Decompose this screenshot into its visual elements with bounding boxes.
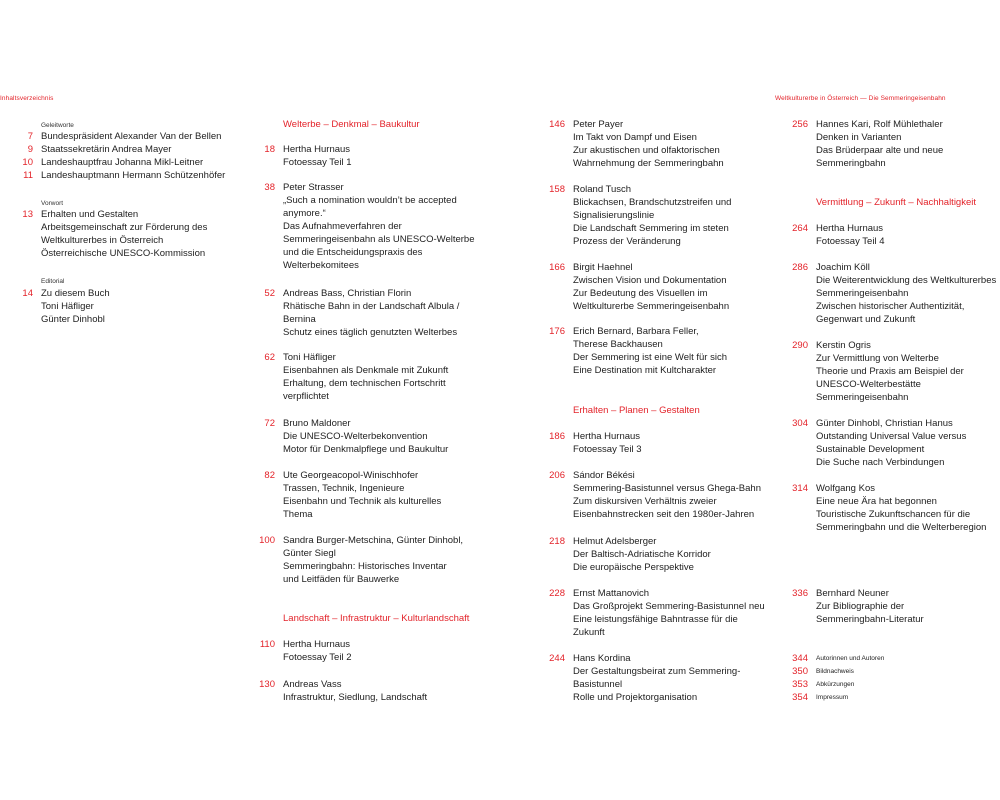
- appendix-label: Impressum: [816, 694, 849, 701]
- entry-title-line: Zukunft: [573, 627, 605, 638]
- entry-title-line: Österreichische UNESCO-Kommission: [41, 248, 206, 259]
- entry-title-line: „Such a nomination wouldn’t be accepted: [283, 195, 457, 206]
- entry-author: Roland Tusch: [573, 184, 632, 195]
- entry-author: Birgit Haehnel: [573, 262, 633, 273]
- entry-author: Peter Strasser: [283, 182, 344, 193]
- appendix-entry: [792, 678, 1000, 691]
- entry-title-line: Die europäische Perspektive: [573, 562, 694, 573]
- entry-author: Hannes Kari, Rolf Mühlethaler: [816, 119, 943, 130]
- entry-title-line: Semmeringbahn: [816, 158, 886, 169]
- page-number: 130: [259, 679, 275, 690]
- entry-title-line: verpflichtet: [283, 391, 329, 402]
- entry-title-line: Die Suche nach Verbindungen: [816, 457, 945, 468]
- entry-title-line: Eisenbahnen als Denkmale mit Zukunft: [283, 365, 449, 376]
- page-number: 344: [792, 653, 808, 664]
- entry-title-line: und Leitfäden für Bauwerke: [283, 574, 400, 585]
- entry-title-line: Fotoessay Teil 3: [573, 444, 642, 455]
- section-heading: Erhalten – Planen – Gestalten: [573, 405, 700, 416]
- entry-author: Ute Georgeacopol-Winischhofer: [283, 470, 419, 481]
- page-number: 82: [264, 470, 275, 481]
- entry-title-line: Semmeringeisenbahn: [816, 288, 909, 299]
- page-number: 244: [549, 653, 565, 664]
- appendix-label: Autorinnen und Autoren: [816, 655, 885, 662]
- page-number: 110: [259, 639, 275, 650]
- entry-title-line: Das Aufnahmeverfahren der: [283, 221, 402, 232]
- entry-title-line: Arbeitsgemeinschaft zur Förderung des: [41, 222, 208, 233]
- entry-author: Zu diesem Buch: [41, 288, 110, 299]
- toc-entry: [264, 143, 513, 169]
- toc-entry: [22, 287, 271, 326]
- entry-title-line: Rhätische Bahn in der Landschaft Albula /: [283, 301, 460, 312]
- section-heading: Vermittlung – Zukunft – Nachhaltigkeit: [816, 197, 977, 208]
- page-number: 336: [792, 588, 808, 599]
- entry-title-line: Semmeringbahn-Literatur: [816, 614, 924, 625]
- entry-title-line: Welterbekomitees: [283, 260, 359, 271]
- entry-title-line: Signalisierungslinie: [573, 210, 655, 221]
- entry-title-line: Infrastruktur, Siedlung, Landschaft: [283, 692, 428, 703]
- toc-entry: [549, 652, 803, 704]
- toc-entry: [792, 261, 1000, 326]
- page-number: 353: [792, 679, 808, 690]
- entry-author: Sándor Békési: [573, 470, 635, 481]
- entry-title-line: Die UNESCO-Welterbekonvention: [283, 431, 428, 442]
- toc-entry: [264, 287, 513, 339]
- entry-author: Staatssekretärin Andrea Mayer: [41, 144, 172, 155]
- entry-title-line: Toni Häfliger: [41, 301, 94, 312]
- toc-entry: [264, 351, 513, 403]
- toc-entry: [792, 417, 1000, 469]
- entry-author: Erhalten und Gestalten: [41, 209, 139, 220]
- entry-title-line: Zwischen Vision und Dokumentation: [573, 275, 727, 286]
- page-number: 146: [549, 119, 565, 130]
- page-number: 304: [792, 418, 808, 429]
- entry-title-line: Eisenbahn und Technik als kulturelles: [283, 496, 442, 507]
- toc-entry: [792, 587, 1000, 626]
- page-number: 264: [792, 223, 808, 234]
- page-number: 158: [549, 184, 565, 195]
- entry-title-line: Outstanding Universal Value versus: [816, 431, 967, 442]
- entry-title-line: Prozess der Veränderung: [573, 236, 681, 247]
- appendix-label: Abkürzungen: [816, 681, 855, 688]
- entry-title-line: Rolle und Projektorganisation: [573, 692, 698, 703]
- entry-title-line: Semmeringbahn und die Welterberegion: [816, 522, 987, 533]
- entry-author: Bernhard Neuner: [816, 588, 889, 599]
- entry-title-line: Im Takt von Dampf und Eisen: [573, 132, 697, 143]
- page-number: 72: [264, 418, 275, 429]
- entry-title-line: Das Brüderpaar alte und neue: [816, 145, 944, 156]
- page-number: 166: [549, 262, 565, 273]
- entry-author: Toni Häfliger: [283, 352, 336, 363]
- entry-title-line: Zum diskursiven Verhältnis zweier: [573, 496, 717, 507]
- entry-title-line: Bernina: [283, 314, 316, 325]
- entry-title-line: Zur Bibliographie der: [816, 601, 905, 612]
- page-number: 10: [22, 157, 33, 168]
- entry-title-line: Trassen, Technik, Ingenieure: [283, 483, 405, 494]
- entry-title-line: Therese Backhausen: [573, 339, 663, 350]
- entry-author: Hertha Hurnaus: [283, 639, 351, 650]
- group-label: Vorwort: [41, 200, 64, 207]
- entry-title-line: Fotoessay Teil 1: [283, 157, 352, 168]
- page-number: 286: [792, 262, 808, 273]
- page-number: 256: [792, 119, 808, 130]
- entry-title-line: Günter Siegl: [283, 548, 336, 559]
- toc-entry: [792, 339, 1000, 404]
- entry-title-line: Eine Destination mit Kultcharakter: [573, 365, 717, 376]
- toc-entry: [549, 430, 803, 456]
- page-number: 314: [792, 483, 808, 494]
- toc-entry: [23, 169, 271, 182]
- page-number: 52: [264, 288, 275, 299]
- entry-title-line: Weltkulturerbes in Österreich: [41, 235, 164, 246]
- entry-title-line: Gegenwart und Zukunft: [816, 314, 916, 325]
- section-heading: Welterbe – Denkmal – Baukultur: [283, 119, 420, 130]
- entry-author: Erich Bernard, Barbara Feller,: [573, 326, 699, 337]
- toc-entry: [22, 156, 271, 169]
- entry-author: Sandra Burger-Metschina, Günter Dinhobl,: [283, 535, 464, 546]
- entry-title-line: Die Weiterentwicklung des Weltkulturerbes: [816, 275, 997, 286]
- entry-title-line: Zur akustischen und olfaktorischen: [573, 145, 720, 156]
- entry-author: Landeshauptmann Hermann Schützenhöfer: [41, 170, 226, 181]
- entry-title-line: und die Entscheidungspraxis des: [283, 247, 423, 258]
- entry-title-line: Schutz eines täglich genutzten Welterbes: [283, 327, 458, 338]
- entry-title-line: Günter Dinhobl: [41, 314, 105, 325]
- entry-title-line: Weltkulturerbe Semmeringeisenbahn: [573, 301, 730, 312]
- page-number: 14: [22, 288, 33, 299]
- entry-author: Joachim Köll: [816, 262, 870, 273]
- entry-title-line: Zur Vermittlung von Welterbe: [816, 353, 939, 364]
- group-label: Geleitworte: [41, 122, 74, 129]
- entry-author: Hertha Hurnaus: [816, 223, 884, 234]
- toc-entry: [264, 181, 513, 272]
- toc-entry: [549, 183, 803, 248]
- entry-title-line: Fotoessay Teil 4: [816, 236, 885, 247]
- appendix-label: Bildnachweis: [816, 668, 854, 675]
- entry-title-line: Die Landschaft Semmering im steten: [573, 223, 729, 234]
- running-head-left: Inhaltsverzeichnis: [0, 95, 54, 102]
- entry-title-line: Der Baltisch-Adriatische Korridor: [573, 549, 711, 560]
- entry-title-line: Denken in Varianten: [816, 132, 902, 143]
- entry-title-line: Sustainable Development: [816, 444, 925, 455]
- entry-title-line: Zur Bedeutung des Visuellen im: [573, 288, 708, 299]
- entry-author: Hertha Hurnaus: [573, 431, 641, 442]
- page-number: 9: [27, 144, 33, 155]
- page-number: 176: [549, 326, 565, 337]
- page-number: 13: [22, 209, 33, 220]
- section-heading: Landschaft – Infrastruktur – Kulturlandschaft: [283, 613, 470, 624]
- toc-entry: [792, 118, 1000, 170]
- page-number: 354: [792, 692, 808, 703]
- entry-title-line: Der Gestaltungsbeirat zum Semmering-: [573, 666, 741, 677]
- entry-title-line: UNESCO-Welterbestätte: [816, 379, 921, 390]
- toc-entry: [549, 587, 803, 639]
- toc-entry: [259, 678, 513, 704]
- entry-author: Kerstin Ogris: [816, 340, 871, 351]
- appendix-entry: [792, 691, 1000, 704]
- entry-title-line: Wahrnehmung der Semmeringbahn: [573, 158, 724, 169]
- toc-entry: [264, 469, 513, 521]
- page-number: 350: [792, 666, 808, 677]
- entry-author: Landeshauptfrau Johanna Mikl-Leitner: [41, 157, 204, 168]
- entry-author: Ernst Mattanovich: [573, 588, 650, 599]
- entry-author: Bundespräsident Alexander Van der Bellen: [41, 131, 222, 142]
- page-number: 7: [27, 131, 33, 142]
- toc-entry: [259, 534, 513, 586]
- entry-author: Wolfgang Kos: [816, 483, 875, 494]
- toc-entry: [792, 222, 1000, 248]
- group-label: Editorial: [41, 278, 65, 285]
- page-number: 38: [264, 182, 275, 193]
- entry-title-line: Erhaltung, dem technischen Fortschritt: [283, 378, 446, 389]
- page-number: 100: [259, 535, 275, 546]
- entry-title-line: Eine leistungsfähige Bahntrasse für die: [573, 614, 738, 625]
- entry-title-line: Theorie und Praxis am Beispiel der: [816, 366, 964, 377]
- entry-title-line: Eisenbahnstrecken seit den 1980er-Jahren: [573, 509, 755, 520]
- running-head-right: Weltkulturerbe in Österreich — Die Semmeringeisenbahn: [775, 95, 946, 102]
- toc-entry: [259, 638, 513, 664]
- toc-entry: [792, 482, 1000, 534]
- entry-author: Andreas Vass: [283, 679, 342, 690]
- entry-author: Helmut Adelsberger: [573, 536, 657, 547]
- toc-entry: [549, 535, 803, 574]
- toc-entry: [549, 469, 803, 521]
- page-number: 186: [549, 431, 565, 442]
- entry-title-line: Der Semmering ist eine Welt für sich: [573, 352, 727, 363]
- entry-title-line: anymore.“: [283, 208, 326, 219]
- entry-author: Andreas Bass, Christian Florin: [283, 288, 412, 299]
- entry-title-line: Semmeringeisenbahn als UNESCO-Welterbe: [283, 234, 475, 245]
- appendix-entry: [792, 665, 1000, 678]
- page-number: 290: [792, 340, 808, 351]
- entry-author: Peter Payer: [573, 119, 624, 130]
- page-number: 62: [264, 352, 275, 363]
- page-number: 218: [549, 536, 565, 547]
- entry-title-line: Touristische Zukunftschancen für die: [816, 509, 971, 520]
- entry-title-line: Thema: [283, 509, 313, 520]
- entry-title-line: Eine neue Ära hat begonnen: [816, 496, 937, 507]
- entry-title-line: Das Großprojekt Semmering-Basistunnel neu: [573, 601, 765, 612]
- appendix-entry: [792, 652, 1000, 665]
- entry-title-line: Basistunnel: [573, 679, 623, 690]
- entry-title-line: Fotoessay Teil 2: [283, 652, 352, 663]
- page-number: 18: [264, 144, 275, 155]
- entry-author: Bruno Maldoner: [283, 418, 351, 429]
- entry-title-line: Motor für Denkmalpflege und Baukultur: [283, 444, 449, 455]
- entry-title-line: Semmering-Basistunnel versus Ghega-Bahn: [573, 483, 761, 494]
- entry-title-line: Semmeringeisenbahn: [816, 392, 909, 403]
- entry-title-line: Zwischen historischer Authentizität,: [816, 301, 965, 312]
- entry-author: Hertha Hurnaus: [283, 144, 351, 155]
- toc-entry: [549, 261, 803, 313]
- entry-title-line: Semmeringbahn: Historisches Inventar: [283, 561, 447, 572]
- page-number: 11: [23, 170, 33, 181]
- toc-entry: [22, 208, 271, 260]
- entry-author: Günter Dinhobl, Christian Hanus: [816, 418, 953, 429]
- toc-entry: [27, 143, 271, 156]
- page-number: 206: [549, 470, 565, 481]
- toc-entry: [27, 130, 271, 143]
- entry-title-line: Blickachsen, Brandschutzstreifen und: [573, 197, 732, 208]
- toc-entry: [264, 417, 513, 456]
- toc-entry: [549, 118, 803, 170]
- page-number: 228: [549, 588, 565, 599]
- entry-author: Hans Kordina: [573, 653, 631, 664]
- toc-entry: [549, 325, 803, 377]
